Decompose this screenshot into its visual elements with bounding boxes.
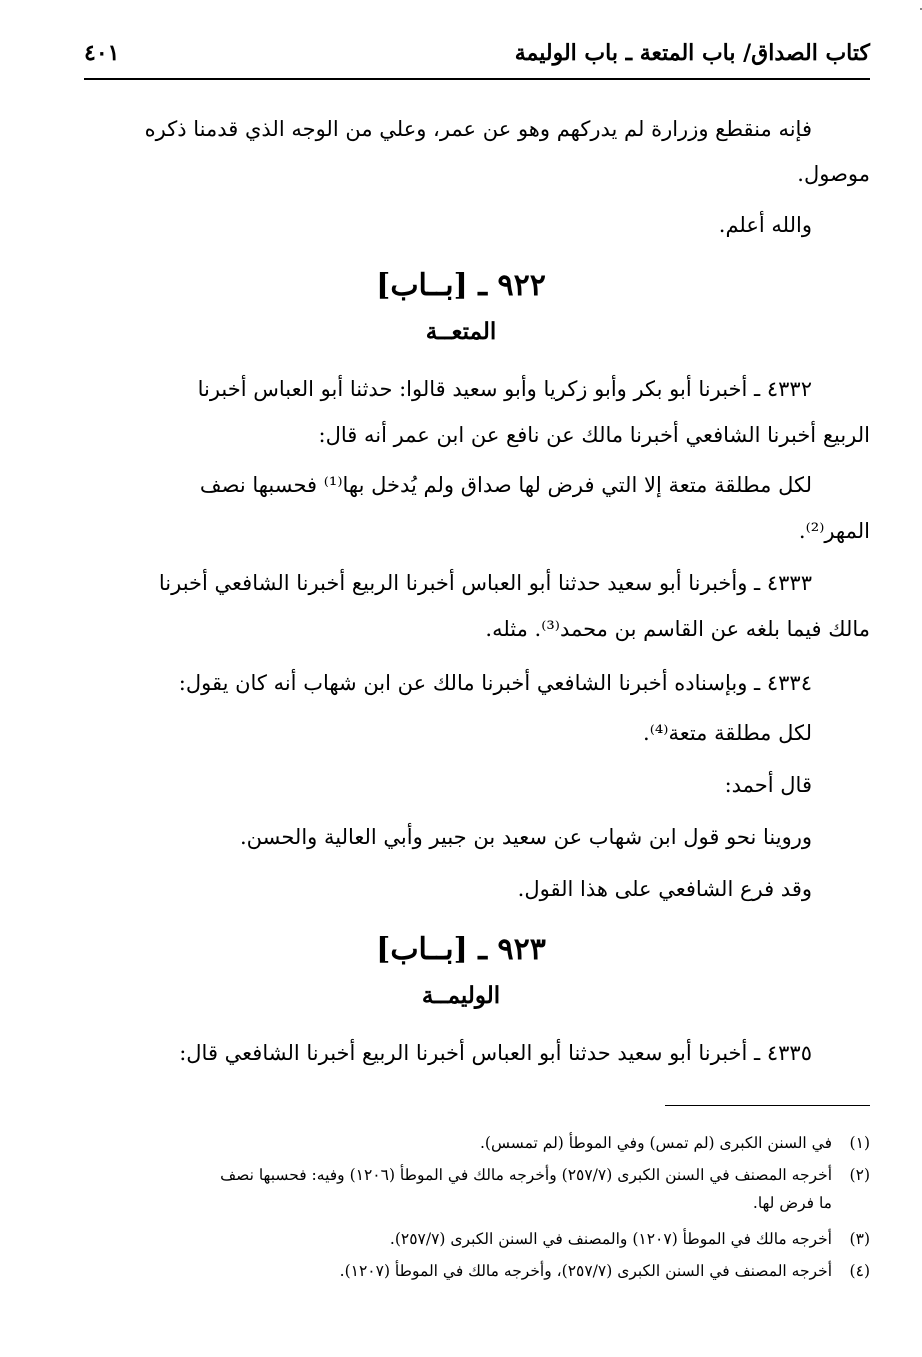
- footnote-text: أخرجه المصنف في السنن الكبرى (٢٥٧/٧)، وأخرجه مالك في الموطأ (١٢٠٧).: [339, 1262, 832, 1280]
- running-title: كتاب الصداق/ باب المتعة ـ باب الوليمة: [514, 40, 870, 66]
- hadith-4333-line: مالك فيما بلغه عن القاسم بن محمد⁽³⁾. مثله.: [485, 617, 870, 641]
- footnote-text: أخرجه مالك في الموطأ (١٢٠٧) والمصنف في السنن الكبرى (٢٥٧/٧).: [389, 1230, 832, 1248]
- chapter-heading-number: ٩٢٣ ـ [بــاب]: [376, 932, 546, 967]
- text-line: وروينا نحو قول ابن شهاب عن سعيد بن جبير وأبي العالية والحسن.: [239, 825, 812, 849]
- footnote-continuation: ما فرض لها.: [752, 1194, 832, 1212]
- page-number: ٤٠١: [84, 40, 120, 66]
- footnote-number: (٣): [849, 1230, 870, 1248]
- footnote-text: أخرجه المصنف في السنن الكبرى (٢٥٧/٧) وأخرجه مالك في الموطأ (١٢٠٦) وفيه: فحسبها نصف: [220, 1166, 832, 1184]
- footnote: [60, 1226, 870, 1252]
- hadith-4335-line: ٤٣٣٥ ـ أخبرنا أبو سعيد حدثنا أبو العباس أخبرنا الربيع أخبرنا الشافعي قال:: [179, 1041, 812, 1065]
- chapter-heading-title: الوليمــة: [421, 982, 501, 1009]
- chapter-heading-number: ٩٢٢ ـ [بــاب]: [376, 268, 546, 303]
- footnote-text: في السنن الكبرى (لم تمس) وفي الموطأ (لم تمسس).: [480, 1134, 832, 1152]
- footnote: [60, 1258, 870, 1284]
- hadith-4332-text: لكل مطلقة متعة إلا التي فرض لها صداق ولم يُدخل بها⁽¹⁾ فحسبها نصف: [199, 473, 812, 497]
- hadith-4334-text: لكل مطلقة متعة⁽⁴⁾.: [643, 721, 812, 745]
- text-line: فإنه منقطع وزرارة لم يدركهم وهو عن عمر، وعلي من الوجه الذي قدمنا ذكره: [144, 117, 812, 141]
- hadith-4332-line: الربيع أخبرنا الشافعي أخبرنا مالك عن نافع عن ابن عمر أنه قال:: [318, 423, 870, 447]
- text-line: وقد فرع الشافعي على هذا القول.: [517, 877, 812, 901]
- footnote: [60, 1130, 870, 1156]
- text-line: والله أعلم.: [718, 213, 812, 237]
- footnote-number: (٤): [849, 1262, 870, 1280]
- footnote-separator: [665, 1105, 870, 1106]
- footnote: [60, 1162, 870, 1188]
- page-header: [84, 38, 870, 80]
- hadith-4333-line: ٤٣٣٣ ـ وأخبرنا أبو سعيد حدثنا أبو العباس أخبرنا الربيع أخبرنا الشافعي أخبرنا: [158, 571, 812, 595]
- qala-ahmad: قال أحمد:: [724, 773, 812, 797]
- footnote-number: (١): [849, 1134, 870, 1152]
- chapter-heading-title: المتعــة: [425, 318, 497, 345]
- hadith-4332-line: ٤٣٣٢ ـ أخبرنا أبو بكر وأبو زكريا وأبو سعيد قالوا: حدثنا أبو العباس أخبرنا: [197, 377, 812, 401]
- hadith-4334-line: ٤٣٣٤ ـ وبإسناده أخبرنا الشافعي أخبرنا مالك عن ابن شهاب أنه كان يقول:: [178, 671, 812, 695]
- footnote-number: (٢): [849, 1166, 870, 1184]
- hadith-4332-text: المهر⁽²⁾.: [798, 519, 870, 543]
- text-line: موصول.: [797, 162, 870, 186]
